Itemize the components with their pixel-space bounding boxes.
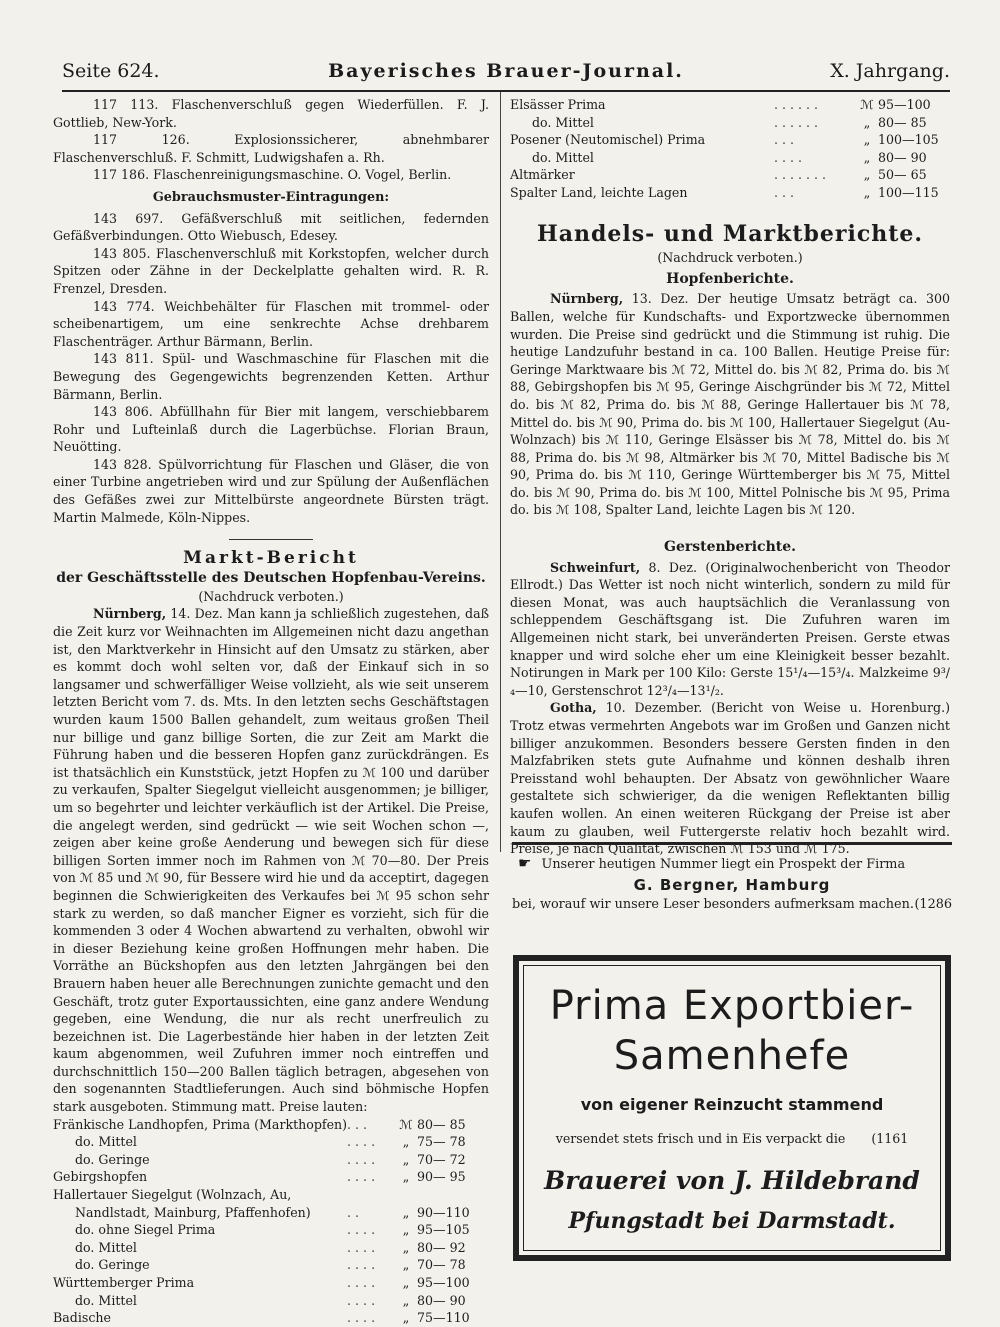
ad-shipping-line: versendet stets frisch und in Eis verpackt die (1161 — [555, 1131, 909, 1146]
gm-entry: 143 806. Abfüllhahn für Bier mit langem, verschiebbarem Rohr und Lufteinlaß durch die Lagerbüchse. Florian Braun, Neuötting. — [53, 404, 489, 455]
gm-entry: 143 697. Gefäßverschluß mit seitlichen, federnden Gefäßverbindungen. Otto Wiebusch, Edesey. — [53, 210, 489, 244]
gm-entry: 143 805. Flaschenverschluß mit Korkstopfen, welcher durch Spitzen oder Zähne in der Deckelplatte gehalten wird. R. R. Frenzel, Dresden. — [53, 245, 489, 296]
report-body: 13. Dez. Der heutige Umsatz beträgt ca. 300 Ballen, welche für Kundschafts- und Exportzwecke übernommen wurden. Die Preise sind gedrückt und die Stimmung ist ruhig. Die heutige Landzufuhr bestand in ca. 100 Ballen. Heutige Preise für: Geringe Marktwaare bis ℳ 72, Mittel do. bis ℳ 82, Prima do. bis ℳ 88, Gebirgshopfen bis ℳ 95, Geringe Aischgründer bis ℳ 72, Mittel do. bis ℳ 82, Prima do. bis ℳ 88, Geringe Hallertauer bis ℳ 78, Mittel do. bis ℳ 90, Prima do. bis ℳ 100, Hallertauer Siegelgut (Au-Wolnzach) bis ℳ 110, Geringe Elsässer bis ℳ 78, Mittel do. bis ℳ 88, Prima do. bis ℳ 98, Altmärker bis ℳ 70, Mittel Badische bis ℳ 90, Prima do. bis ℳ 110, Geringe Württemberger bis ℳ 75, Mittel do. bis ℳ 90, Prima do. bis ℳ 100, Mittel Polnische bis ℳ 95, Prima do. bis ℳ 108, Spalter Land, leichte Lagen bis ℳ 120. — [510, 291, 951, 518]
price-row: do. Mittel . . . . . . „ 80— 85 — [532, 114, 927, 130]
price-row: do. Mittel . . . . „ 80— 90 — [75, 1292, 466, 1308]
ad-title-line1: Prima Exportbier- — [549, 983, 915, 1029]
price-row: Nandlstadt, Mainburg, Pfaffenhofen) . . „ 90—110 — [75, 1204, 470, 1220]
price-row: do. Mittel . . . . „ 75— 78 — [75, 1134, 466, 1150]
report-body: 10. Dezember. (Bericht von Weise u. Horenburg.) Trotz etwas vermehrten Angebots war im Großen und Ganzen nicht billiger anzukommen. Besonders bessere Gersten finden in den Malzfabriken stets gute Aufnahme und können deshalb ihren Preisstand wohl behaupten. Der Absatz von gewöhnlicher Waare gestaltete sich schwieriger, da die wenigen Reflektanten billig kaufen wollen. An einen weiteren Rückgang der Preise ist aber kaum zu glauben, weil Futtergerste relativ hoch bezahlt wird. Preise, je nach Qualität, zwischen ℳ 153 und ℳ 175. — [510, 700, 950, 857]
report-body: 8. Dez. (Originalwochenbericht von Theodor Ellrodt.) Das Wetter ist noch nicht winterlich, sondern zu mild für diesen Monat, was auch hauptsächlich die Veranlassung von schleppendem Geschäftsgang ist. Die Zufuhren waren im Allgemeinen nicht stark, bei unveränderten Preisen. Gerste etwas knapper und wird solche eher um eine Kleinigkeit besser bezahlt. Notirungen in Mark per 100 Kilo: Gerste 15¹/₄—15³/₄. Malzkeime 9³/₄—10, Gerstenschrot 12³/₄—13¹/₂. — [510, 559, 950, 698]
price-row: do. ohne Siegel Prima . . . . „ 95—105 — [75, 1222, 470, 1238]
report-body: 14. Dez. Man kann ja schließlich zugestehen, daß die Zeit kurz vor Weihnachten im Allgemeinen nicht dazu angethan ist, den Marktverkehr in Hinsicht auf den Umsatz zu stärken, aber es kommt doch wohl selten vor, daß der Einkauf sich in so langsamer und schwerfälliger Weise vollzieht, als wie seit unserem letzten Bericht vom 7. ds. Mts. In den letzten sechs Geschäftstagen wurden kaum 1500 Ballen gehandelt, zum weitaus großen Theil nur billige und ganz billige Sorten, die zur Zeit am Markt die Führung haben und die besseren Hopfen ganz zurückdrängen. Es ist thatsächlich ein Kunststück, jetzt Hopfen zu ℳ 100 und darüber zu verkaufen, Spalter Siegelgut vielleicht ausgenommen; je billiger, um so begehrter und leichter verkäuflich ist der Artikel. Die Preise, die angelegt werden, sind gedrückt — wie seit Wochen schon —, zeigen aber keine große Aenderung und bewegen sich für diese billigen Sorten immer noch im Rahmen von ℳ 70—80. Der Preis von ℳ 85 und ℳ 90, für Bessere wird hie und da acceptirt, dagegen beginnen die Schwierigkeiten des Verkaufes bei ℳ 95 schon sehr stark zu werden, so daß mancher Eigner es vorzieht, sich für die kommenden 3 oder 4 Wochen abwartend zu verhalten, obwohl wir in dieser Beziehung keine großen Hoffnungen mehr haben. Die Vorräthe an Bückshopfen aus den letzten Jahrgängen bei den Brauern haben heuer alle Berechnungen zunichte gemacht und den Geschäft, trotz guter Exportaussichten, eine ganz andere Wendung gegeben, eine Wendung, die nur als recht unerfreulich zu bezeichnen ist. Die Lagerbestände hier haben in der letzten Zeit kaum abgenommen, weil Zufuhren immer noch eintreffen und durchschnittlich 150—200 Ballen täglich betragen, abgesehen von den sogenannten Stadtlieferungen. Auch sind böhmische Hopfen stark ausgeboten. Stimmung matt. Preise lauten: — [53, 606, 489, 1115]
price-row: Württemberger Prima . . . . „ 95—100 — [53, 1275, 470, 1290]
hops-heading: Hopfenberichte. — [666, 270, 794, 287]
volume-label: X. Jahrgang. — [830, 60, 950, 82]
left-price-table — [53, 1116, 489, 1327]
price-row: Gebirgshopfen . . . . „ 90— 95 — [53, 1169, 466, 1185]
gm-entry: 143 828. Spülvorrichtung für Flaschen und Gläser, die von einer Turbine angetrieben wird und zur Spülung der Außenflächen des Gefäßes zwei zur Mittelbürste angeordnete Bürsten trägt. Martin Malmede, Köln-Nippes. — [53, 456, 489, 525]
notice-line1: Unserer heutigen Nummer liegt ein Prospekt der Firma — [541, 857, 906, 872]
notice-firm: G. Bergner, Hamburg — [633, 876, 831, 894]
price-row: Hallertauer Siegelgut (Wolnzach, Au, — [53, 1187, 292, 1203]
left-column — [53, 96, 489, 1327]
gm-entry: 143 774. Weichbehälter für Flaschen mit trommel- oder scheibenartigem, um eine senkrechte Achse drehbarem Flaschenträger. Arthur Bärmann, Berlin. — [53, 298, 489, 349]
reprint-note: (Nachdruck verboten.) — [657, 250, 803, 266]
price-row: Elsässer Prima . . . . . . ℳ 95—100 — [510, 97, 931, 112]
hops-report — [510, 290, 950, 519]
trade-reports-heading: Handels- und Marktberichte. — [536, 220, 924, 247]
report-city: Nürnberg, — [93, 606, 167, 622]
right-column — [510, 96, 950, 858]
patent-entry: 117 126. Explosionssicherer, abnehmbarer Flaschenverschluß. F. Schmitt, Ludwigshafen a. Rh. — [53, 132, 489, 165]
notice-line2: bei, worauf wir unsere Leser besonders aufmerksam machen. — [512, 897, 914, 912]
column-divider — [500, 92, 501, 852]
supplement-notice — [512, 842, 952, 915]
ad-brewery-location: Pfungstadt bei Darmstadt. — [568, 1208, 896, 1234]
reprint-note: (Nachdruck verboten.) — [198, 588, 344, 604]
gm-entry: 143 811. Spül- und Waschmaschine für Flaschen mit die Bewegung des Gegengewichts begrenzenden Ketten. Arthur Bärmann, Berlin. — [53, 351, 489, 402]
report-city: Schweinfurt, — [550, 559, 641, 575]
page-header — [62, 56, 950, 92]
pointing-hand-icon: ☛ — [518, 854, 532, 872]
page-number: Seite 624. — [62, 60, 160, 82]
price-row: do. Mittel . . . . „ 80— 90 — [532, 149, 927, 165]
price-row: Posener (Neutomischel) Prima . . . „ 100—105 — [510, 132, 939, 148]
ad-code: (1161 — [871, 1131, 909, 1146]
price-row: Fränkische Landhopfen, Prima (Markthopfen) . . . ℳ 80— 85 — [53, 1116, 466, 1132]
gm-heading: Gebrauchsmuster-Eintragungen: — [152, 189, 390, 205]
section-rule — [229, 539, 313, 540]
yeast-advertisement — [513, 955, 951, 1261]
report-city: Gotha, — [550, 700, 597, 716]
right-price-table — [510, 96, 950, 202]
market-report-title: Markt-Bericht — [183, 548, 359, 569]
barley-report — [510, 699, 950, 857]
price-row: Spalter Land, leichte Lagen . . . „ 100—115 — [510, 184, 939, 200]
patent-entry: 117 186. Flaschenreinigungsmaschine. O. Vogel, Berlin. — [93, 167, 452, 183]
price-row: Altmärker . . . . . . . „ 50— 65 — [510, 167, 927, 183]
barley-heading: Gerstenberichte. — [663, 539, 796, 556]
market-report-subtitle: der Geschäftsstelle des Deutschen Hopfenbau-Vereins. — [56, 569, 486, 586]
ad-title-line2: Samenhefe — [613, 1033, 851, 1079]
report-city: Nürnberg, — [550, 291, 624, 307]
price-row: do. Geringe . . . . „ 70— 78 — [75, 1257, 466, 1273]
journal-title: Bayerisches Brauer-Journal. — [328, 60, 684, 82]
patent-entry: 117 113. Flaschenverschluß gegen Wiederfüllen. F. J. Gottlieb, New-York. — [53, 97, 489, 130]
ad-subline: von eigener Reinzucht stammend — [580, 1095, 884, 1114]
notice-code: (1286 — [914, 897, 952, 912]
price-row: do. Mittel . . . . „ 80— 92 — [75, 1239, 466, 1255]
ad-brewery-name: Brauerei von J. Hildebrand — [544, 1166, 920, 1195]
price-row: do. Geringe . . . . „ 70— 72 — [75, 1151, 466, 1167]
market-report-text — [53, 605, 489, 1115]
barley-report — [510, 559, 950, 700]
price-row: Badische . . . . „ 75—110 — [53, 1310, 470, 1326]
